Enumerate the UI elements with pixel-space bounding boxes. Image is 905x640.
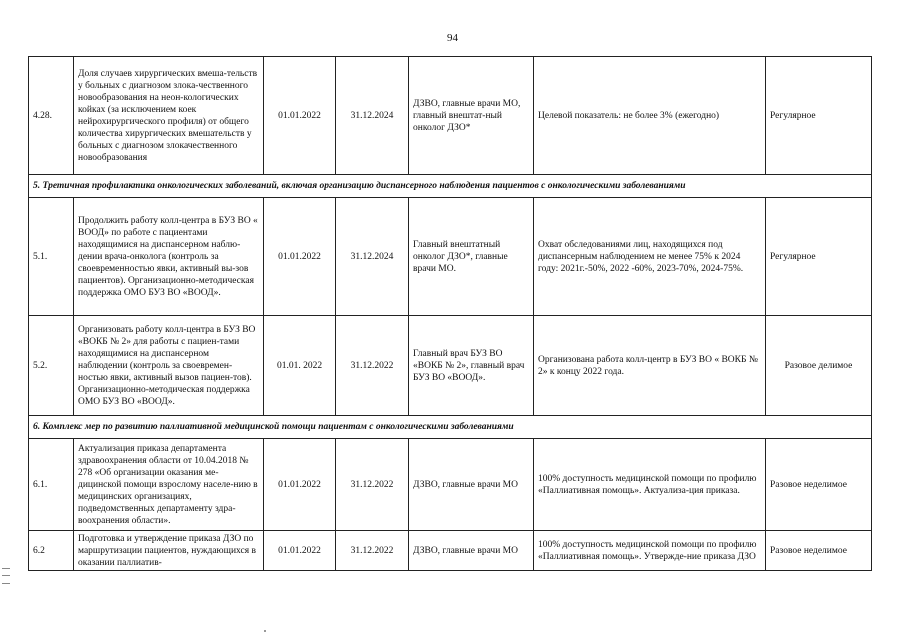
task-description: Подготовка и утверждение приказа ДЗО по маршрутизации пациентов, нуждающихся в оказании паллиатив- (74, 531, 264, 571)
section-row (29, 175, 872, 198)
row-number: 6.1. (29, 439, 74, 531)
responsible: ДЗВО, главные врачи МО (409, 439, 534, 531)
expected-result: Охват обследованиями лиц, находящихся под диспансерным наблюдением не менее 75% к 2024 году: 2021г.-50%, 2022 -60%, 2023-70%, 2024-75%. (534, 198, 766, 316)
event-kind: Регулярное (766, 198, 872, 316)
margin-mark (2, 568, 10, 584)
task-description: Организовать работу колл-центра в БУЗ ВО «ВОКБ № 2» для работы с пациен-тами находящимися на диспансерном наблюдении (контроль за своевремен-ностью явки, активный вызов пациен-тов). Организационно-методическая поддержка ОМО БУЗ ВО «ВООД». (74, 316, 264, 416)
scan-speck (264, 630, 266, 632)
end-date: 31.12.2022 (336, 439, 409, 531)
start-date: 01.01.2022 (264, 439, 336, 531)
start-date: 01.01.2022 (264, 531, 336, 571)
page-number: 94 (447, 32, 458, 44)
start-date: 01.01. 2022 (264, 316, 336, 416)
section-title: 6. Комплекс мер по развитию паллиативной медицинской помощи пациентам с онкологическими заболеваниями (29, 416, 872, 439)
end-date: 31.12.2024 (336, 57, 409, 175)
event-kind: Регулярное (766, 57, 872, 175)
responsible: ДЗВО, главные врачи МО (409, 531, 534, 571)
event-kind: Разовое делимое (766, 316, 872, 416)
end-date: 31.12.2024 (336, 198, 409, 316)
table-row (29, 198, 872, 316)
table-row (29, 531, 872, 571)
task-description: Продолжить работу колл-центра в БУЗ ВО « ВООД» по работе с пациентами находящимися на диспансерном наблю-дении врача-онколога (контроль за своевременностью явки, активный вы-зов пациентов). Организационно-методическая поддержка ОМО БУЗ ВО «ВООД». (74, 198, 264, 316)
end-date: 31.12.2022 (336, 316, 409, 416)
row-number: 6.2 (29, 531, 74, 571)
responsible: Главный внештатный онколог ДЗО*, главные врачи МО. (409, 198, 534, 316)
start-date: 01.01.2022 (264, 198, 336, 316)
expected-result: 100% доступность медицинской помощи по профилю «Паллиативная помощь». Актуализа-ция приказа. (534, 439, 766, 531)
task-description: Доля случаев хирургических вмеша-тельств у больных с диагнозом злока-чественного новообразования на неон-кологических койках (за исключением коек нейрохирургического профиля) от общего количества хирургических вмешательств у больных с диагнозом злокачественного новообразования (74, 57, 264, 175)
table-row (29, 57, 872, 175)
table-row (29, 439, 872, 531)
table-row (29, 316, 872, 416)
row-number: 4.28. (29, 57, 74, 175)
expected-result: 100% доступность медицинской помощи по профилю «Паллиативная помощь». Утвержде-ние приказа ДЗО (534, 531, 766, 571)
row-number: 5.2. (29, 316, 74, 416)
section-title: 5. Третичная профилактика онкологических заболеваний, включая организацию диспансерного наблюдения пациентов с онкологическими заболеваниями (29, 175, 872, 198)
expected-result: Целевой показатель: не более 3% (ежегодно) (534, 57, 766, 175)
responsible: ДЗВО, главные врачи МО, главный внештат-ный онколог ДЗО* (409, 57, 534, 175)
activity-plan-table (28, 56, 872, 571)
responsible: Главный врач БУЗ ВО «ВОКБ № 2», главный врач БУЗ ВО «ВООД». (409, 316, 534, 416)
event-kind: Разовое неделимое (766, 439, 872, 531)
section-row (29, 416, 872, 439)
row-number: 5.1. (29, 198, 74, 316)
event-kind: Разовое неделимое (766, 531, 872, 571)
end-date: 31.12.2022 (336, 531, 409, 571)
start-date: 01.01.2022 (264, 57, 336, 175)
task-description: Актуализация приказа департамента здравоохранения области от 10.04.2018 № 278 «Об организации оказания ме-дицинской помощи взрослому населе-нию в медицинских организациях, подведомственных департаменту здра-воохранения области». (74, 439, 264, 531)
expected-result: Организована работа колл-центр в БУЗ ВО « ВОКБ № 2» к концу 2022 года. (534, 316, 766, 416)
